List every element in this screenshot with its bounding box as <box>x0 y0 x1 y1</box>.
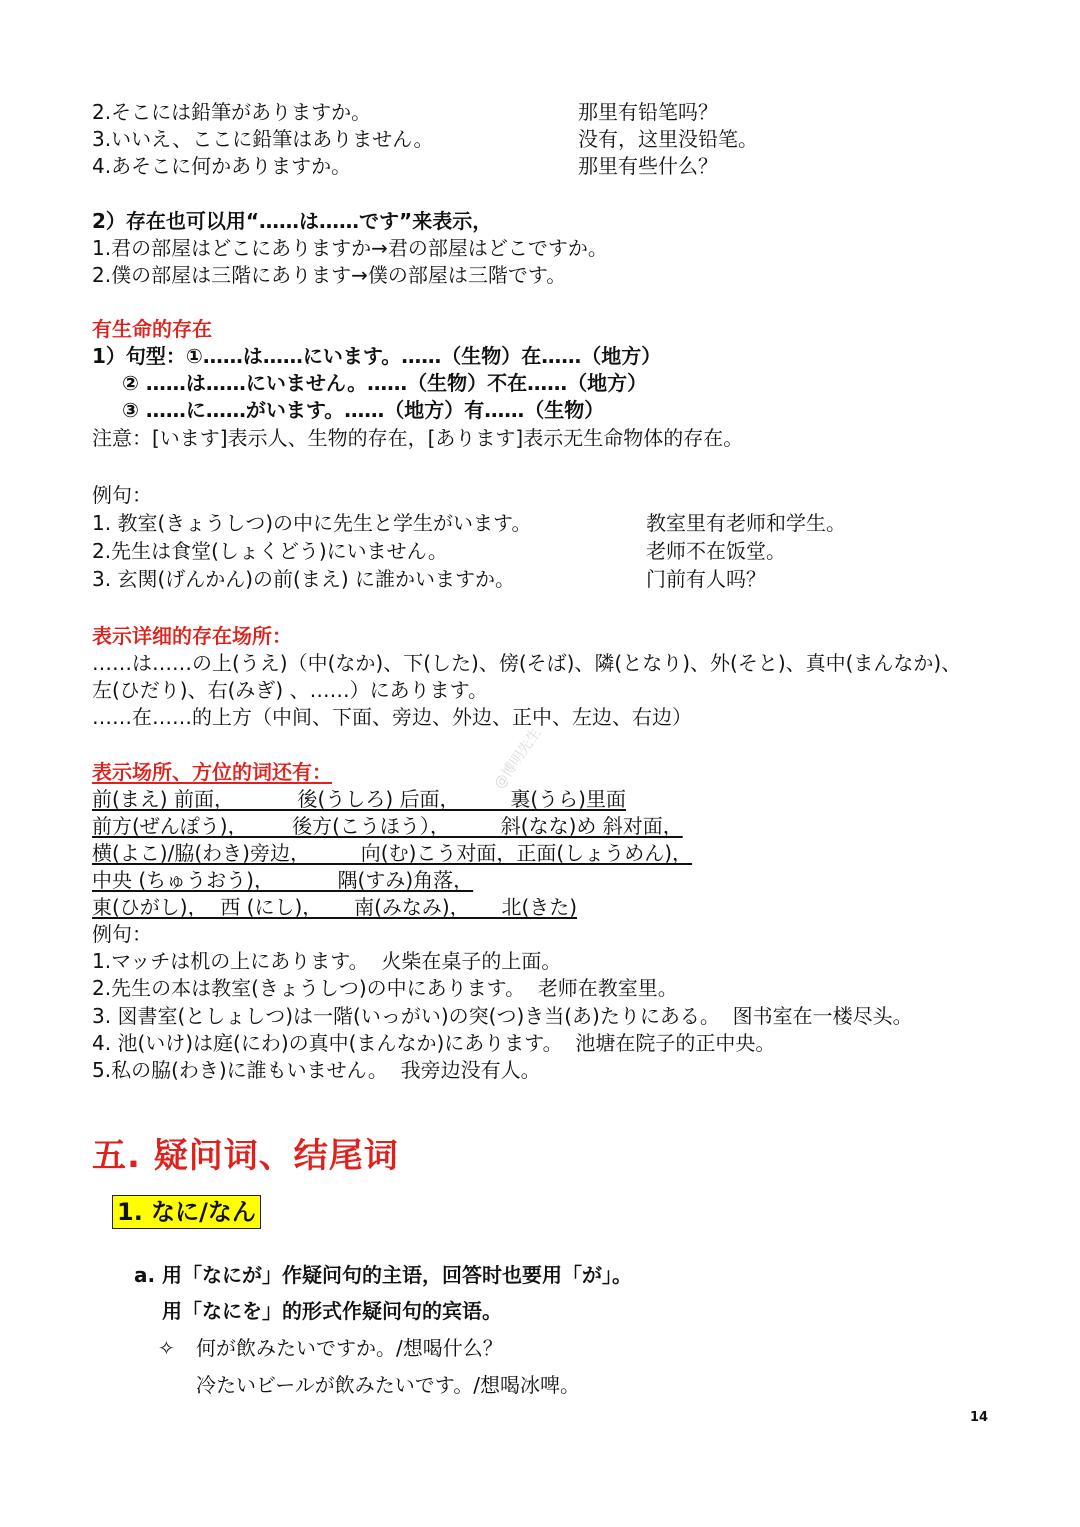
example-jp-2: 2.そこには鉛筆がありますか。 <box>92 100 372 124</box>
animate-example-zh-2: 老师不在饭堂。 <box>646 539 786 563</box>
direction-line-1: 前(まえ) 前面， 後(うしろ) 后面， 裏(うら)里面 <box>92 787 626 811</box>
pattern-2: ② ……は……にいません。……（生物）不在……（地方） <box>122 371 648 395</box>
examples-label: 例句： <box>92 483 152 507</box>
direction-title: 表示场所、方位的词还有： <box>92 760 332 784</box>
direction-example-2: 2.先生の本は教室(きょうしつ)の中にあります。 老师在教室里。 <box>92 976 678 1000</box>
subsection-highlight-box <box>112 1196 261 1228</box>
detail-line-2: 左(ひだり)、右(みぎ) 、……）にあります。 <box>92 678 488 702</box>
direction-example-1: 1.マッチは机の上にあります。 火柴在桌子的上面。 <box>92 949 562 973</box>
animate-note: 注意：[います]表示人、生物的存在，[あります]表示无生命物体的存在。 <box>92 426 744 450</box>
item-a-line-2: 用「なにを」的形式作疑问句的宾语。 <box>162 1299 502 1323</box>
section-heading-desu: 2）存在也可以用“……は……です”来表示， <box>92 209 493 233</box>
example-jp-3: 3.いいえ、ここに鉛筆はありません。 <box>92 127 434 151</box>
detail-title: 表示详细的存在场所： <box>92 624 292 648</box>
desu-line-2: 2.僕の部屋は三階にあります→僕の部屋は三階です。 <box>92 263 567 287</box>
direction-example-4: 4. 池(いけ)は庭(にわ)の真中(まんなか)にあります。 池塘在院子的正中央。 <box>92 1031 776 1055</box>
example-zh-2: 那里有铅笔吗？ <box>578 100 718 124</box>
pattern-1: 1）句型：①……は……にいます。……（生物）在……（地方） <box>92 344 662 368</box>
animate-example-zh-3: 门前有人吗？ <box>646 567 766 591</box>
direction-example-3: 3. 図書室(としょしつ)は一階(いっがい)の突(つ)き当(あ)たりにある。 图书室在一楼尽头。 <box>92 1004 913 1028</box>
animate-example-jp-2: 2.先生は食堂(しょくどう)にいません。 <box>92 539 448 563</box>
detail-line-1: ……は……の上(うえ)（中(なか)、下(した)、傍(そば)、隣(となり)、外(そと)、真中(まんなか)、 <box>92 651 962 675</box>
subsection-title: 1. なに/なん <box>112 1195 261 1229</box>
animate-example-jp-1: 1. 教室(きょうしつ)の中に先生と学生がいます。 <box>92 511 532 535</box>
bullet-icon: ✧ <box>158 1336 175 1360</box>
watermark-text: @博明先生 <box>491 725 545 792</box>
section5-example-2: 冷たいビールが飲みたいです。/想喝冰啤。 <box>196 1373 580 1397</box>
item-a-label: a. <box>134 1263 156 1287</box>
example-zh-4: 那里有些什么？ <box>578 154 718 178</box>
animate-example-jp-3: 3. 玄関(げんかん)の前(まえ) に誰かいますか。 <box>92 567 516 591</box>
section-5-title: 五. 疑问词、结尾词 <box>92 1136 399 1176</box>
direction-line-5: 東(ひがし)， 西 (にし)， 南(みなみ)， 北(きた) <box>92 895 578 919</box>
direction-line-4: 中央 (ちゅうおう)， 隅(すみ)角落， <box>92 868 474 892</box>
example-jp-4: 4.あそこに何かありますか。 <box>92 154 352 178</box>
detail-line-3: ……在……的上方（中间、下面、旁边、外边、正中、左边、右边） <box>92 705 692 729</box>
section5-example-1: 何が飲みたいですか。/想喝什么？ <box>196 1336 503 1360</box>
direction-line-3: 横(よこ)/脇(わき)旁边， 向(む)こう对面，正面(しょうめん)， <box>92 841 693 865</box>
example-zh-3: 没有，这里没铅笔。 <box>578 127 758 151</box>
direction-examples-label: 例句： <box>92 922 152 946</box>
desu-line-1: 1.君の部屋はどこにありますか→君の部屋はどこですか。 <box>92 236 608 260</box>
page-number: 14 <box>970 1410 989 1425</box>
item-a-line-1: 用「なにが」作疑问句的主语，回答时也要用「が」。 <box>162 1263 632 1287</box>
animate-example-zh-1: 教室里有老师和学生。 <box>646 511 846 535</box>
direction-line-2: 前方(ぜんぽう)， 後方(こうほう）， 斜(なな)め 斜对面， <box>92 814 683 838</box>
pattern-3: ③ ……に……がいます。……（地方）有……（生物） <box>122 398 605 422</box>
direction-example-5: 5.私の脇(わき)に誰もいません。 我旁边没有人。 <box>92 1058 541 1082</box>
animate-title: 有生命的存在 <box>92 317 212 341</box>
